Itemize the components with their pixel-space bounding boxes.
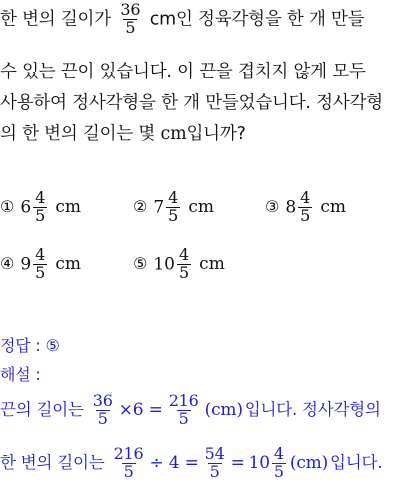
- option-2[interactable]: ② 7 $\frac{4}{5}$ cm: [133, 188, 215, 225]
- option-1[interactable]: ① 6 $\frac{4}{5}$ cm: [0, 188, 82, 225]
- option-4[interactable]: ④ 9 $\frac{4}{5}$ cm: [0, 245, 82, 282]
- option-3[interactable]: ③ 8 $\frac{4}{5}$ cm: [265, 188, 347, 225]
- question-text: cm인 정육각형을 한 개 만들: [149, 9, 365, 30]
- answer-label: 정답 : ⑤: [0, 336, 60, 355]
- question-line-3: 사용하여 정사각형을 한 개 만들었습니다. 정사각형: [0, 93, 383, 113]
- fraction: $\frac{36}{5}$: [120, 0, 141, 37]
- question-line-1: [0, 2, 364, 37]
- option-5[interactable]: ⑤ 10 $\frac{4}{5}$ cm: [133, 245, 225, 282]
- explanation-line-1: 끈의 길이는 $\frac{36}{5}$ ×6 = $\frac{216}{5}$ (cm) 입니다. 정사각형의: [0, 391, 381, 428]
- question-line-4: 의 한 변의 길이는 몇 cm입니까?: [0, 124, 246, 144]
- explanation-label: 해설 :: [0, 365, 41, 384]
- question-text: 한 변의 길이가: [0, 9, 111, 30]
- explanation-line-2: 한 변의 길이는 $\frac{216}{5}$ ÷ 4 = $\frac{54}{5}$ = 10 $\frac{4}{5}$ (cm) 입니다.: [0, 444, 383, 481]
- question-line-2: 수 있는 끈이 있습니다. 이 끈을 겹치지 않게 모두: [0, 62, 366, 82]
